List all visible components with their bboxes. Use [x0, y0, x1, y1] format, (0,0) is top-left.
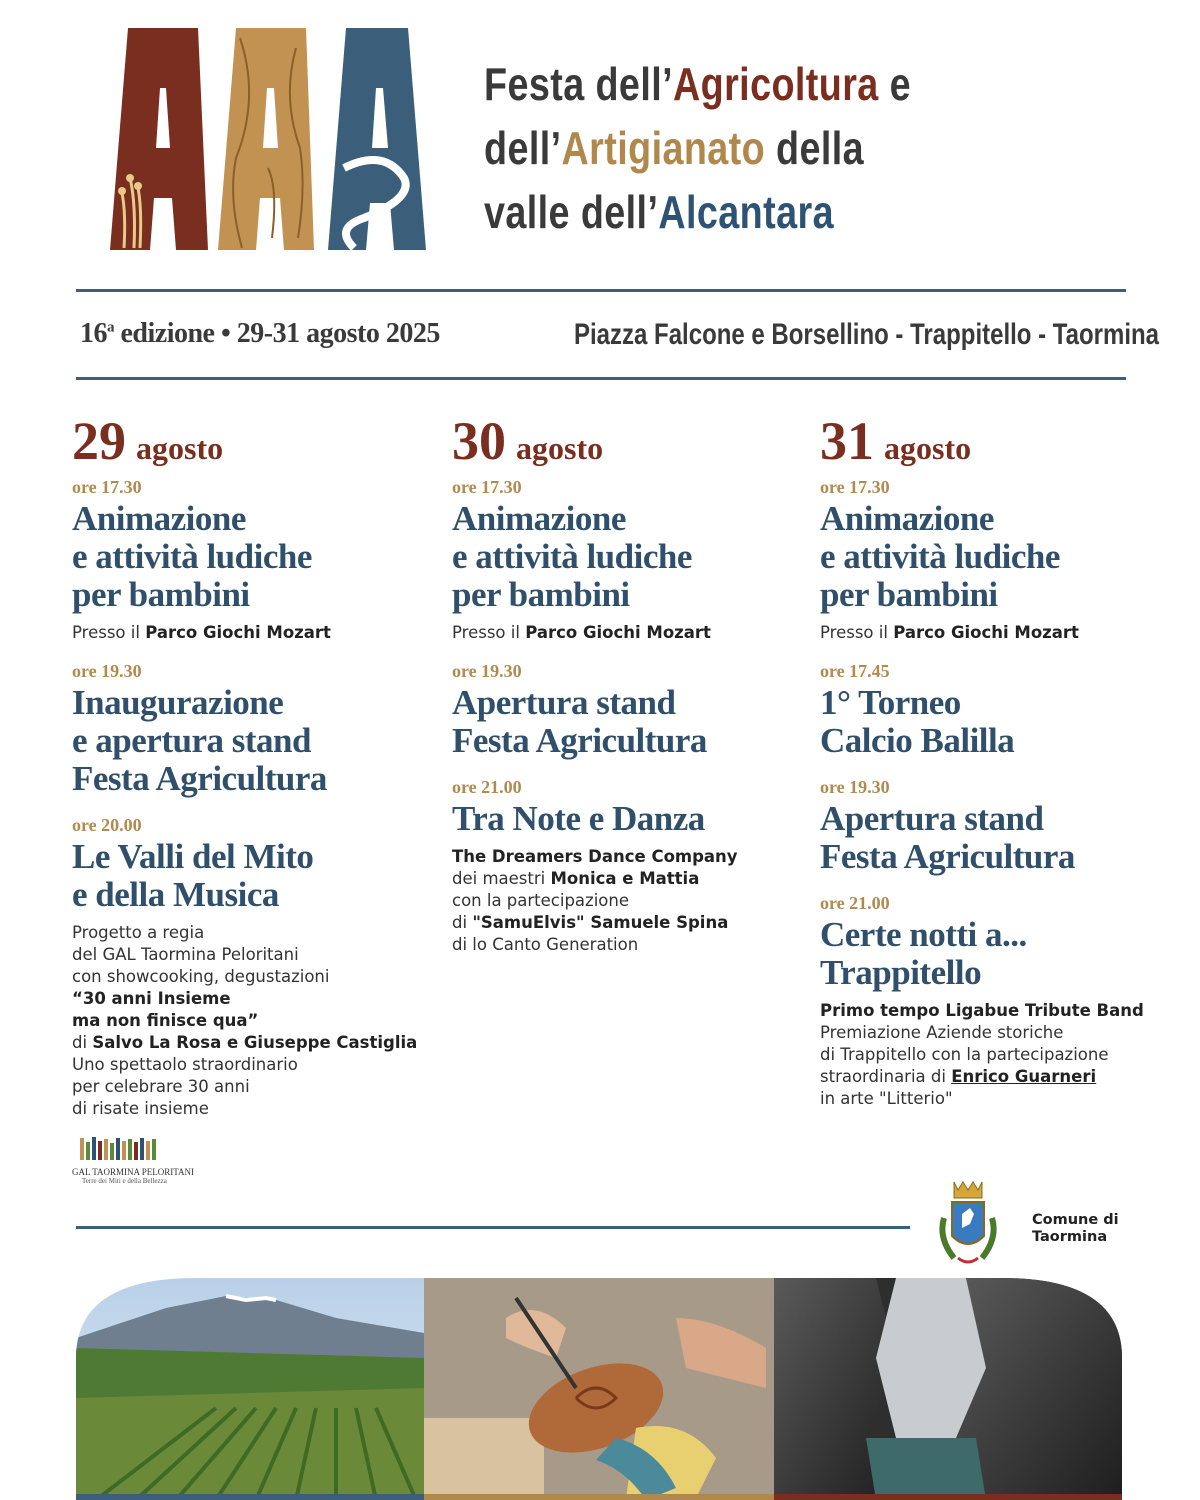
event-title	[452, 500, 792, 614]
edition-superscript: a	[107, 319, 114, 336]
event-time: ore 20.00	[72, 815, 142, 835]
event-title-line: Certe notti a...	[820, 915, 1027, 954]
event-title-line: Animazione	[72, 499, 246, 538]
event-title-line: Animazione	[452, 499, 626, 538]
logo-letter-tan	[218, 28, 314, 250]
comune-line2: Taormina	[1032, 1229, 1108, 1245]
gal-name: GAL TAORMINA PELORITANI	[72, 1167, 195, 1177]
event-item	[452, 776, 792, 956]
edition-number: 16	[80, 318, 107, 349]
day-number: 31	[820, 411, 874, 471]
event-title-line: e attività ludiche	[820, 537, 1060, 576]
event-time: ore 17.30	[72, 477, 142, 497]
day-column-29	[72, 410, 432, 1120]
event-title	[72, 684, 432, 798]
event-title-line: Trappitello	[820, 953, 982, 992]
edition-info	[80, 318, 440, 350]
festival-title	[484, 52, 910, 244]
day-column-30	[452, 410, 792, 956]
event-time: ore 21.00	[820, 893, 890, 913]
event-title-line: e apertura stand	[72, 721, 311, 760]
day-heading	[820, 410, 1180, 476]
title-line2-c: della	[765, 122, 865, 174]
day-month: agosto	[136, 430, 224, 466]
event-title-line: Festa Agricultura	[452, 721, 707, 760]
gal-logo	[72, 1136, 195, 1185]
event-title	[452, 800, 792, 838]
event-description: Primo tempo Ligabue Tribute Band Premiazione Aziende storiche di Trappitello con la partecipazione straordinaria di Enrico Guarneri in arte "Litterio"	[820, 1001, 1144, 1108]
info-divider	[76, 377, 1126, 380]
event-title	[452, 684, 792, 760]
event-title-line: per bambini	[72, 575, 250, 614]
event-item	[820, 660, 1180, 760]
edition-dates: edizione • 29-31 agosto 2025	[114, 318, 440, 349]
day-number: 30	[452, 411, 506, 471]
aaa-logo	[108, 28, 428, 250]
taormina-crest-icon	[936, 1178, 1000, 1270]
photo-gorge	[774, 1278, 1122, 1500]
logo-letter-blue	[328, 28, 426, 250]
day-heading	[452, 410, 792, 476]
event-title-line: Inaugurazione	[72, 683, 284, 722]
event-time: ore 19.30	[452, 661, 522, 681]
event-description: Presso il Parco Giochi Mozart	[820, 623, 1079, 642]
event-title-line: e della Musica	[72, 875, 279, 914]
event-title-line: Apertura stand	[452, 683, 676, 722]
gal-logo-icon	[72, 1136, 172, 1162]
photo-craftsman	[424, 1278, 774, 1500]
day-heading	[72, 410, 432, 476]
bottom-divider	[76, 1226, 910, 1229]
top-divider	[76, 289, 1126, 292]
event-title-line: e attività ludiche	[452, 537, 692, 576]
event-title	[72, 500, 432, 614]
event-description: Progetto a regia del GAL Taormina Peloritani con showcooking, degustazioni “30 anni Insieme ma non finisce qua” di Salvo La Rosa e Giuseppe Castiglia Uno spettaolo straordinario per celebrare 30 anni di risate insieme	[72, 923, 418, 1118]
title-line3-a: valle dell’	[484, 186, 659, 238]
title-artigianato: Artigianato	[561, 122, 766, 174]
title-alcantara: Alcantara	[658, 186, 834, 238]
event-title-line: Calcio Balilla	[820, 721, 1015, 760]
photo-strip	[76, 1278, 1122, 1500]
event-location: Piazza Falcone e Borsellino - Trappitello - Taormina	[574, 318, 1160, 351]
event-item	[72, 814, 432, 1120]
event-time: ore 17.30	[452, 477, 522, 497]
event-item	[820, 476, 1180, 644]
event-time: ore 17.30	[820, 477, 890, 497]
event-title-line: 1° Torneo	[820, 683, 961, 722]
event-title	[820, 800, 1180, 876]
event-title-line: Festa Agricultura	[820, 837, 1075, 876]
day-month: agosto	[516, 430, 604, 466]
title-line1-a: Festa dell’	[484, 58, 673, 110]
title-line1-c: e	[878, 58, 911, 110]
event-time: ore 17.45	[820, 661, 890, 681]
gal-tagline: Terre dei Miti e della Bellezza	[82, 1177, 167, 1185]
event-title-line: Festa Agricultura	[72, 759, 327, 798]
event-title	[820, 500, 1180, 614]
day-number: 29	[72, 411, 126, 471]
event-item	[820, 892, 1180, 1110]
title-agricoltura: Agricoltura	[672, 58, 879, 110]
photo-vineyard	[76, 1278, 424, 1500]
event-title-line: Tra Note e Danza	[452, 799, 705, 838]
event-title-line: per bambini	[452, 575, 630, 614]
event-description: Presso il Parco Giochi Mozart	[72, 623, 331, 642]
event-title-line: Le Valli del Mito	[72, 837, 314, 876]
event-title-line: Apertura stand	[820, 799, 1044, 838]
event-item	[72, 660, 432, 798]
event-item	[452, 476, 792, 644]
event-item	[820, 776, 1180, 876]
event-time: ore 19.30	[72, 661, 142, 681]
event-description: Presso il Parco Giochi Mozart	[452, 623, 711, 642]
event-item	[452, 660, 792, 760]
event-title-line: e attività ludiche	[72, 537, 312, 576]
event-time: ore 19.30	[820, 777, 890, 797]
event-title-line: Animazione	[820, 499, 994, 538]
day-month: agosto	[884, 430, 972, 466]
day-column-31	[820, 410, 1180, 1110]
logo-letter-brown	[110, 28, 208, 250]
comune-line1: Comune di	[1032, 1212, 1119, 1228]
event-title	[72, 838, 432, 914]
comune-label	[1032, 1212, 1152, 1246]
event-title	[820, 684, 1180, 760]
event-time: ore 21.00	[452, 777, 522, 797]
title-line2-a: dell’	[484, 122, 562, 174]
event-description: The Dreamers Dance Company dei maestri Monica e Mattia con la partecipazione di "SamuElvis" Samuele Spina di lo Canto Generation	[452, 847, 738, 954]
event-item	[72, 476, 432, 644]
event-title-line: per bambini	[820, 575, 998, 614]
event-title	[820, 916, 1180, 992]
